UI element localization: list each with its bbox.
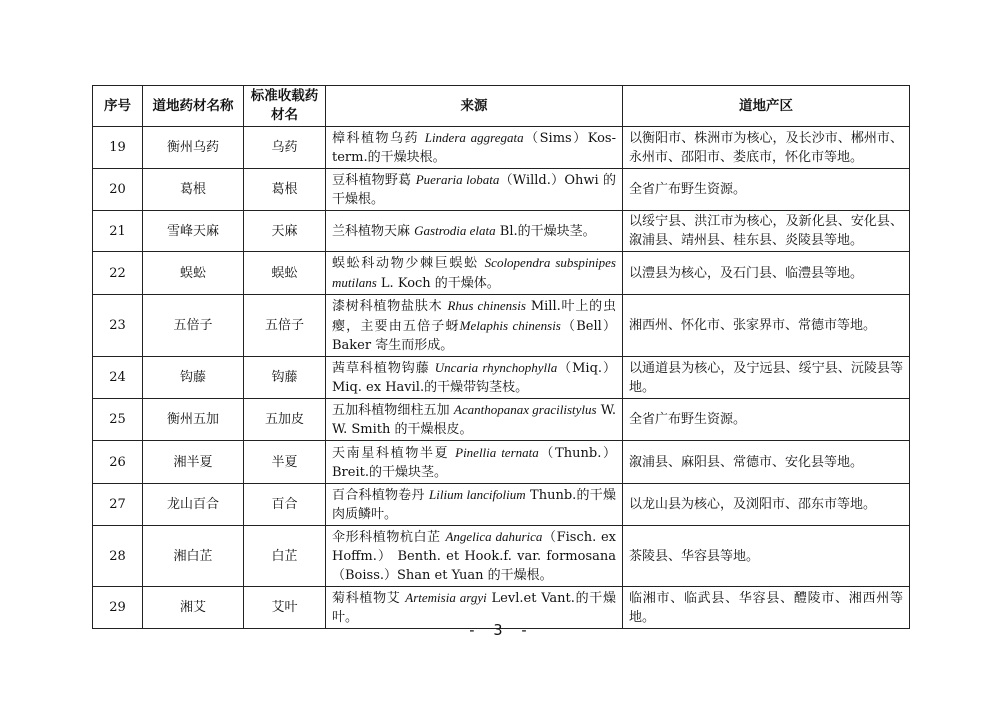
latin-name: Melaphis chinensis xyxy=(459,318,561,333)
cell-std-name: 蜈蚣 xyxy=(244,252,326,295)
cell-std-name: 百合 xyxy=(244,484,326,526)
cell-region: 以龙山县为核心，及浏阳市、邵东市等地。 xyxy=(623,484,910,526)
cell-herb-name: 衡州五加 xyxy=(143,399,244,441)
source-text: 樟科植物乌药 xyxy=(332,131,425,146)
source-text: （Thunb.）Breit.的干燥块茎。 xyxy=(332,445,617,480)
cell-source xyxy=(326,252,623,295)
cell-std-name: 五加皮 xyxy=(244,399,326,441)
source-text: 兰科植物天麻 xyxy=(332,224,415,239)
source-text: 茜草科植物钩藤 xyxy=(332,361,435,376)
latin-name: Angelica dahurica xyxy=(445,529,543,544)
latin-name: Lindera aggregata xyxy=(424,130,524,145)
source-text: 五加科植物细柱五加 xyxy=(332,403,454,418)
source-text: （Sims）Kos-term.的干燥块根。 xyxy=(332,131,616,165)
source-text: （Willd.）Ohwi 的干燥根。 xyxy=(332,173,616,207)
source-text: 百合科植物卷丹 xyxy=(332,488,430,503)
cell-seq: 19 xyxy=(93,127,143,169)
cell-herb-name: 五倍子 xyxy=(143,295,244,357)
cell-herb-name: 湘半夏 xyxy=(143,441,244,484)
source-text: （Miq.）Miq. ex Havil.的干燥带钩茎枝。 xyxy=(332,361,616,395)
latin-name: Artemisia argyi xyxy=(405,590,487,605)
source-text: 伞形科植物杭白芷 xyxy=(332,530,446,545)
latin-name: Acanthopanax gracilistylus xyxy=(453,402,597,417)
cell-region: 湘西州、怀化市、张家界市、常德市等地。 xyxy=(623,295,910,357)
cell-seq: 24 xyxy=(93,357,143,399)
source-text: 漆树科植物盐肤木 xyxy=(332,299,448,314)
source-text: W. W. Smith 的干燥根皮。 xyxy=(332,403,617,437)
table-row xyxy=(93,484,910,526)
cell-herb-name: 衡州乌药 xyxy=(143,127,244,169)
cell-region: 以澧县为核心，及石门县、临澧县等地。 xyxy=(623,252,910,295)
header-std-name: 标准收载药材名 xyxy=(244,86,326,127)
cell-std-name: 五倍子 xyxy=(244,295,326,357)
latin-name: Gastrodia elata xyxy=(414,223,496,238)
source-text: （Bell）Baker 寄生而形成。 xyxy=(332,319,616,353)
cell-seq: 28 xyxy=(93,526,143,587)
cell-herb-name: 葛根 xyxy=(143,169,244,211)
cell-region: 茶陵县、华容县等地。 xyxy=(623,526,910,587)
table-row xyxy=(93,252,910,295)
cell-herb-name: 湘白芷 xyxy=(143,526,244,587)
source-text: Mill.叶上的虫瘿，主要由五倍子蚜 xyxy=(332,299,616,334)
cell-herb-name: 龙山百合 xyxy=(143,484,244,526)
table-header-row xyxy=(93,86,910,127)
source-text: 菊科植物艾 xyxy=(332,591,406,606)
source-text: 天南星科植物半夏 xyxy=(332,445,456,461)
herbal-medicine-table xyxy=(92,85,910,629)
cell-herb-name: 湘艾 xyxy=(143,587,244,629)
cell-seq: 29 xyxy=(93,587,143,629)
table-body xyxy=(93,127,910,629)
cell-std-name: 白芷 xyxy=(244,526,326,587)
table-row xyxy=(93,357,910,399)
cell-std-name: 艾叶 xyxy=(244,587,326,629)
cell-region: 以衡阳市、株洲市为核心，及长沙市、郴州市、永州市、邵阳市、娄底市，怀化市等地。 xyxy=(623,127,910,169)
source-text: Bl.的干燥块茎。 xyxy=(495,224,596,239)
page-number: - 3 - xyxy=(467,621,533,639)
source-text: Levl.et Vant.的干燥叶。 xyxy=(332,591,616,625)
header-source: 来源 xyxy=(326,86,623,127)
cell-std-name: 半夏 xyxy=(244,441,326,484)
header-region: 道地产区 xyxy=(623,86,910,127)
cell-source xyxy=(326,169,623,211)
cell-seq: 27 xyxy=(93,484,143,526)
cell-region: 全省广布野生资源。 xyxy=(623,399,910,441)
table-row xyxy=(93,441,910,484)
cell-std-name: 钩藤 xyxy=(244,357,326,399)
table-row xyxy=(93,526,910,587)
cell-region: 临湘市、临武县、华容县、醴陵市、湘西州等地。 xyxy=(623,587,910,629)
header-herb-name: 道地药材名称 xyxy=(143,86,244,127)
table-row xyxy=(93,127,910,169)
cell-region: 全省广布野生资源。 xyxy=(623,169,910,211)
cell-herb-name: 雪峰天麻 xyxy=(143,211,244,252)
cell-seq: 25 xyxy=(93,399,143,441)
source-text: 豆科植物野葛 xyxy=(332,173,416,188)
cell-std-name: 葛根 xyxy=(244,169,326,211)
table-row xyxy=(93,169,910,211)
cell-source xyxy=(326,399,623,441)
cell-source xyxy=(326,127,623,169)
latin-name: Pinellia ternata xyxy=(455,444,539,460)
header-seq: 序号 xyxy=(93,86,143,127)
latin-name: Uncaria rhynchophylla xyxy=(434,360,558,375)
table-row xyxy=(93,211,910,252)
table-row xyxy=(93,399,910,441)
cell-source xyxy=(326,441,623,484)
source-text: 蜈蚣科动物少棘巨蜈蚣 xyxy=(332,256,485,271)
cell-source xyxy=(326,295,623,357)
latin-name: Pueraria lobata xyxy=(415,172,500,187)
cell-region: 以绥宁县、洪江市为核心，及新化县、安化县、溆浦县、靖州县、桂东县、炎陵县等地。 xyxy=(623,211,910,252)
cell-std-name: 乌药 xyxy=(244,127,326,169)
cell-source xyxy=(326,211,623,252)
cell-region: 溆浦县、麻阳县、常德市、安化县等地。 xyxy=(623,441,910,484)
cell-herb-name: 钩藤 xyxy=(143,357,244,399)
latin-name: Rhus chinensis xyxy=(447,298,526,313)
cell-herb-name: 蜈蚣 xyxy=(143,252,244,295)
cell-std-name: 天麻 xyxy=(244,211,326,252)
latin-name: Lilium lancifolium xyxy=(429,487,526,502)
source-text: Thunb.的干燥肉质鳞叶。 xyxy=(332,488,616,522)
cell-seq: 22 xyxy=(93,252,143,295)
cell-source xyxy=(326,357,623,399)
cell-seq: 23 xyxy=(93,295,143,357)
cell-seq: 26 xyxy=(93,441,143,484)
cell-source xyxy=(326,484,623,526)
cell-seq: 21 xyxy=(93,211,143,252)
cell-region: 以通道县为核心，及宁远县、绥宁县、沅陵县等地。 xyxy=(623,357,910,399)
latin-name: Scolopendra subspinipes mutilans xyxy=(332,255,616,290)
cell-seq: 20 xyxy=(93,169,143,211)
table-row xyxy=(93,295,910,357)
source-text: （Fisch. ex Hoffm.） Benth. et Hook.f. var. formosana（Boiss.）Shan et Yuan 的干燥根。 xyxy=(332,530,616,583)
cell-source xyxy=(326,526,623,587)
source-text: L. Koch 的干燥体。 xyxy=(376,276,500,291)
